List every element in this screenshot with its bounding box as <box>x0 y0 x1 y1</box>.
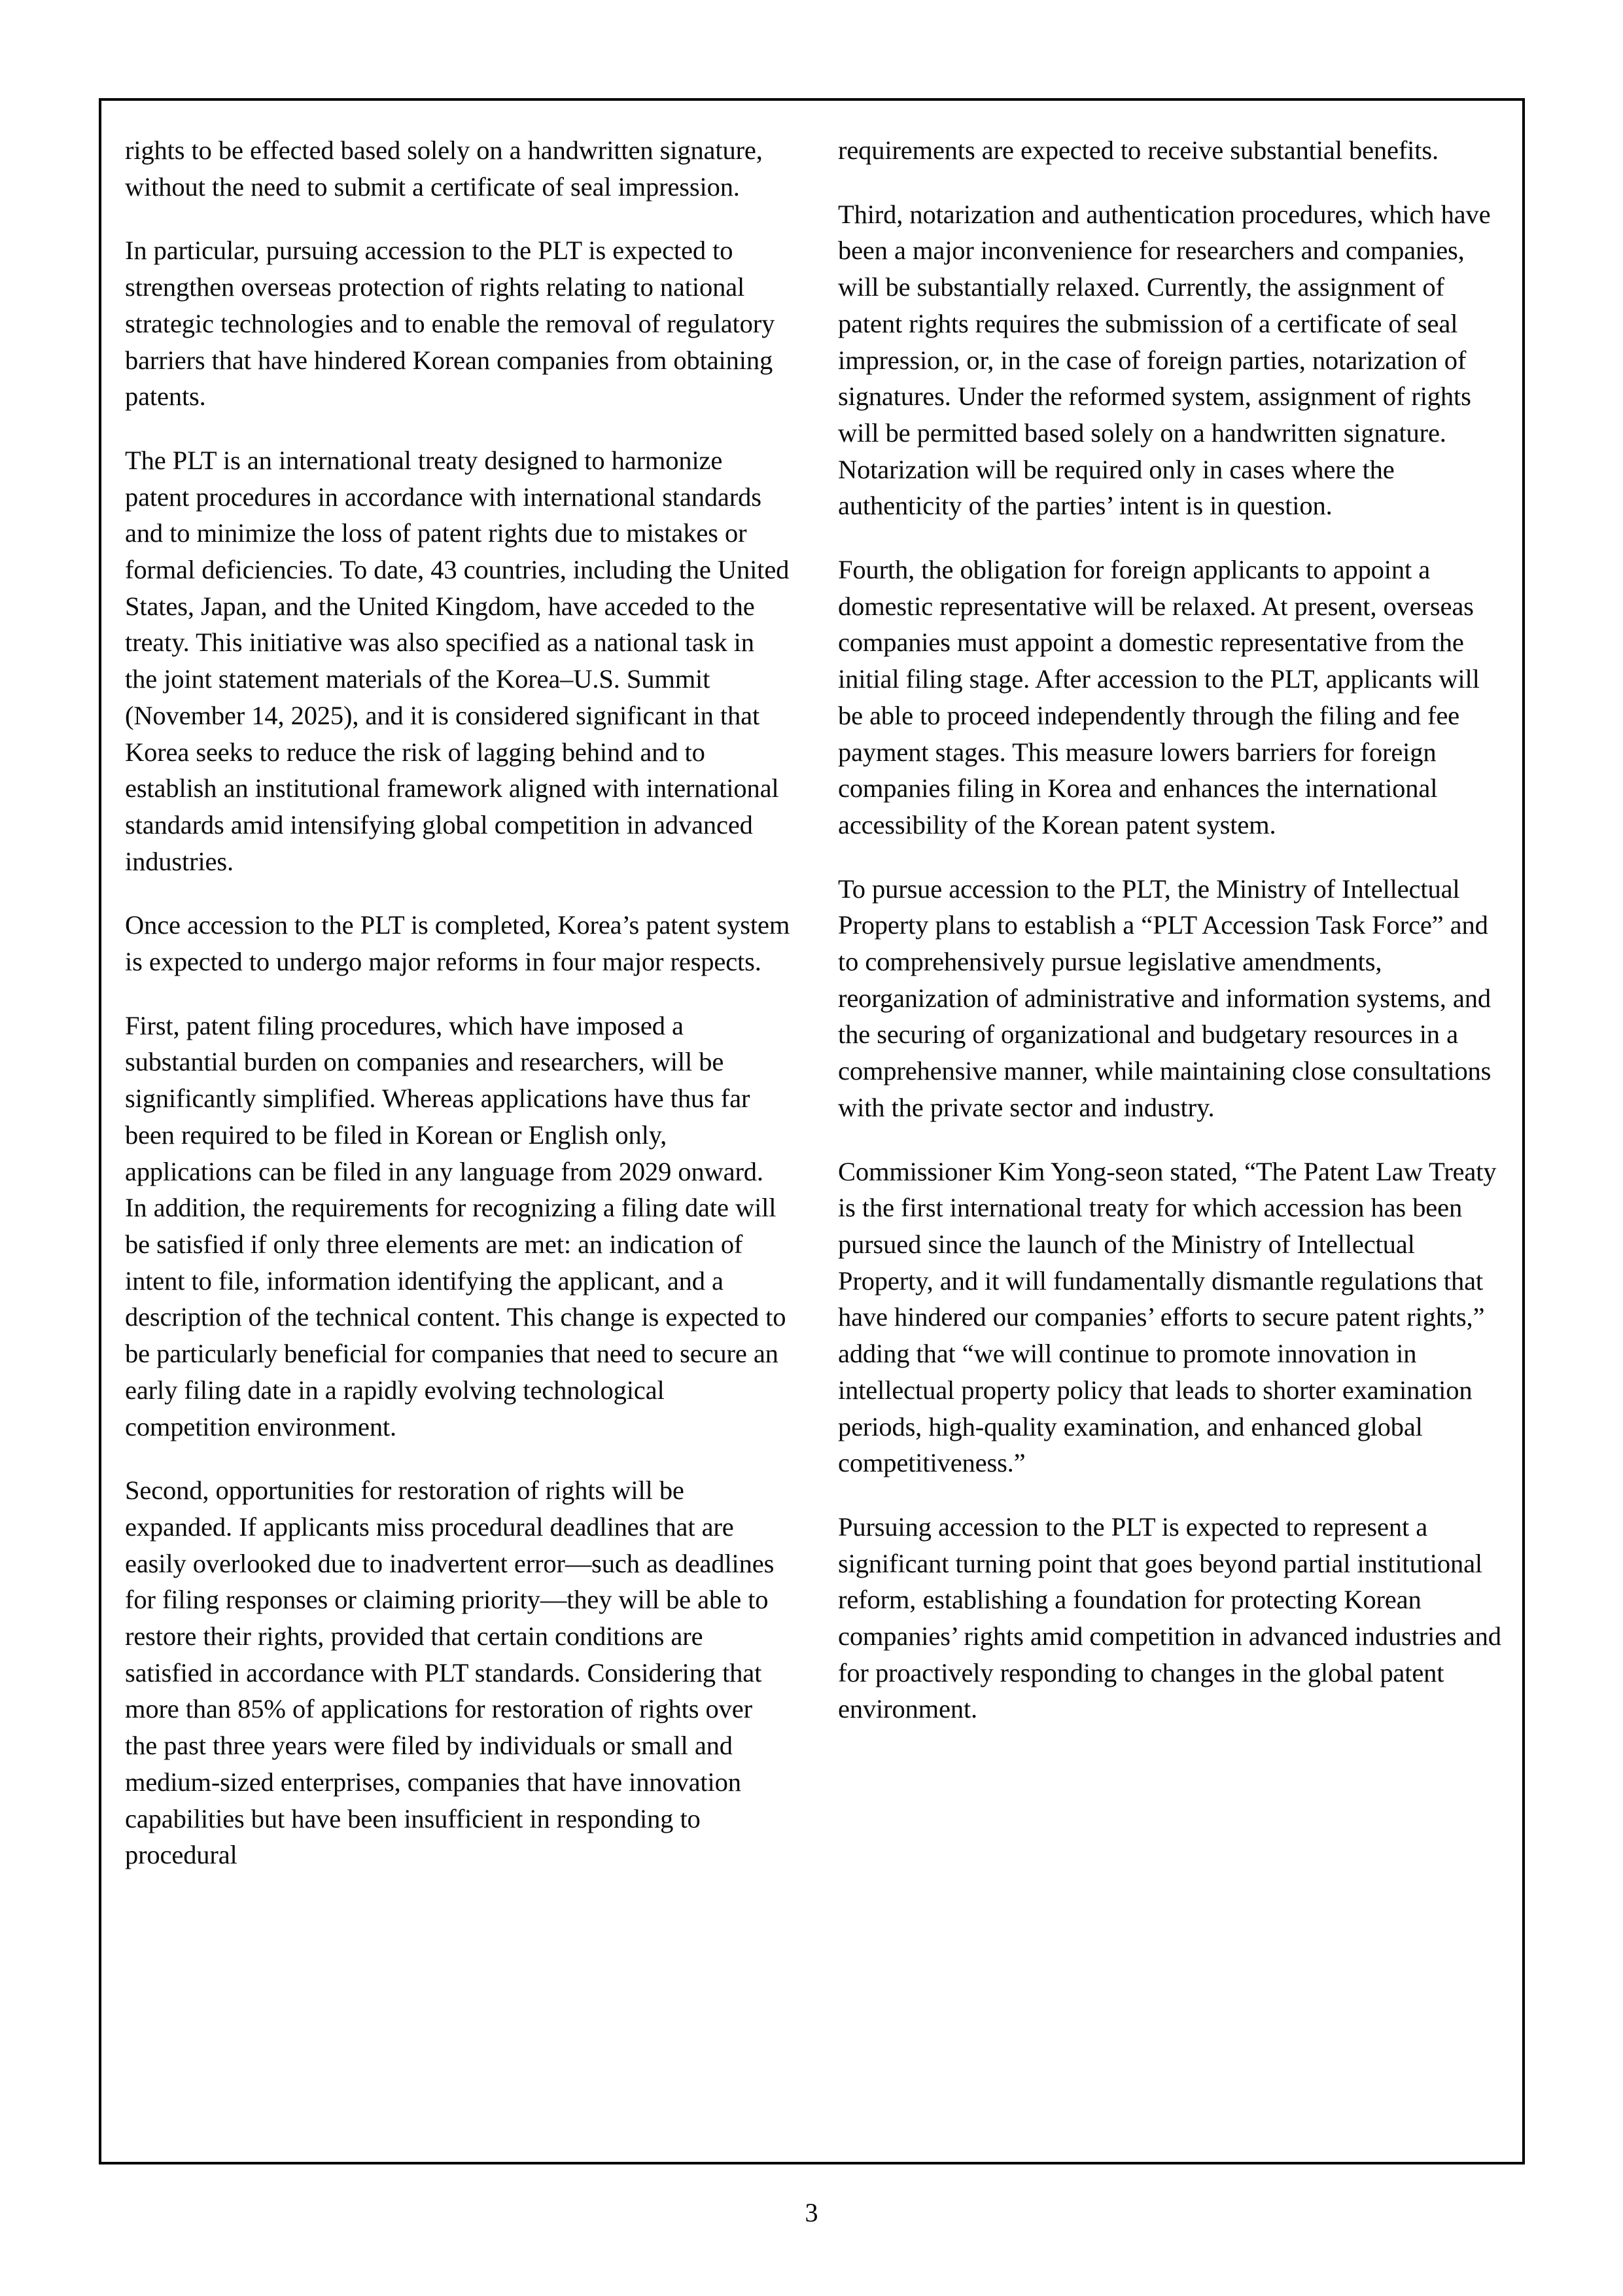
paragraph: rights to be effected based solely on a handwritten signature, without the need to submit a certificate of seal impression. <box>125 135 763 202</box>
paragraph: Commissioner Kim Yong-seon stated, “The Patent Law Treaty is the first international treaty for which accession has been pursued since the launch of the Ministry of Intellectual Property, and it will fundamentally dismantle regulations that have hindered our companies’ efforts to secure patent rights,” adding that “we will continue to promote innovation in intellectual property policy that leads to shorter examination periods, high-quality examination, and enhanced global competitiveness.” <box>838 1156 1497 1478</box>
page-border-frame <box>99 98 1525 2164</box>
two-column-text-body <box>125 132 1504 2120</box>
paragraph: Third, notarization and authentication procedures, which have been a major inconvenience for researchers and companies, will be substantially relaxed. Currently, the assignment of patent rights requires the submission of a certificate of seal impression, or, in the case of foreign parties, notarization of signatures. Under the reformed system, assignment of rights will be permitted based solely on a handwritten signature. Notarization will be required only in cases where the authenticity of the parties’ intent is in question. <box>838 199 1491 521</box>
page-number: 3 <box>805 2198 818 2227</box>
paragraph: In particular, pursuing accession to the PLT is expected to strengthen overseas protection of rights relating to national strategic technologies and to enable the removal of regulatory barriers that have hindered Korean companies from obtaining patents. <box>125 236 775 412</box>
right-text-column <box>838 132 1504 1727</box>
paragraph: Second, opportunities for restoration of rights will be expanded. If applicants miss procedural deadlines that are easily overlooked due to inadvertent error—such as deadlines for filing responses or claiming priority—they will be able to restore their rights, provided that certain conditions are satisfied in accordance with PLT standards. Considering that more than 85% of applications for restoration of rights over the past three years were filed by individuals or small and medium-sized enterprises, companies that have innovation capabilities but have been insufficient in responding to procedural <box>125 1475 775 1870</box>
paragraph: Once accession to the PLT is completed, Korea’s patent system is expected to undergo major reforms in four major respects. <box>125 910 790 977</box>
paragraph: Pursuing accession to the PLT is expected to represent a significant turning point that goes beyond partial institutional reform, establishing a foundation for protecting Korean companies’ rights amid competition in advanced industries and for proactively responding to changes in the global patent environment. <box>838 1511 1501 1724</box>
paragraph: requirements are expected to receive substantial benefits. <box>838 135 1439 165</box>
paragraph: The PLT is an international treaty designed to harmonize patent procedures in accordance with international standards and to minimize the loss of patent rights due to mistakes or formal deficiencies. To date, 43 countries, including the United States, Japan, and the United Kingdom, have acceded to the treaty. This initiative was also specified as a national task in the joint statement materials of the Korea–U.S. Summit (November 14, 2025), and it is considered significant in that Korea seeks to reduce the risk of lagging behind and to establish an institutional framework aligned with international standards amid intensifying global competition in advanced industries. <box>125 445 790 876</box>
paragraph: To pursue accession to the PLT, the Ministry of Intellectual Property plans to establish a “PLT Accession Task Force” and to comprehensively pursue legislative amendments, reorganization of administrative and information systems, and the securing of organizational and budgetary resources in a comprehensive manner, while maintaining close consultations with the private sector and industry. <box>838 874 1492 1122</box>
left-text-column <box>125 132 791 1873</box>
paragraph: First, patent filing procedures, which have imposed a substantial burden on companies and researchers, will be significantly simplified. Whereas applications have thus far been required to be filed in Korean or English only, applications can be filed in any language from 2029 onward. In addition, the requirements for recognizing a filing date will be satisfied if only three elements are met: an indication of intent to file, information identifying the applicant, and a description of the technical content. This change is expected to be particularly beneficial for companies that need to secure an early filing date in a rapidly evolving technological competition environment. <box>125 1010 786 1441</box>
paragraph: Fourth, the obligation for foreign applicants to appoint a domestic representative will be relaxed. At present, overseas companies must appoint a domestic representative from the initial filing stage. After accession to the PLT, applicants will be able to proceed independently through the filing and fee payment stages. This measure lowers barriers for foreign companies filing in Korea and enhances the international accessibility of the Korean patent system. <box>838 555 1480 839</box>
